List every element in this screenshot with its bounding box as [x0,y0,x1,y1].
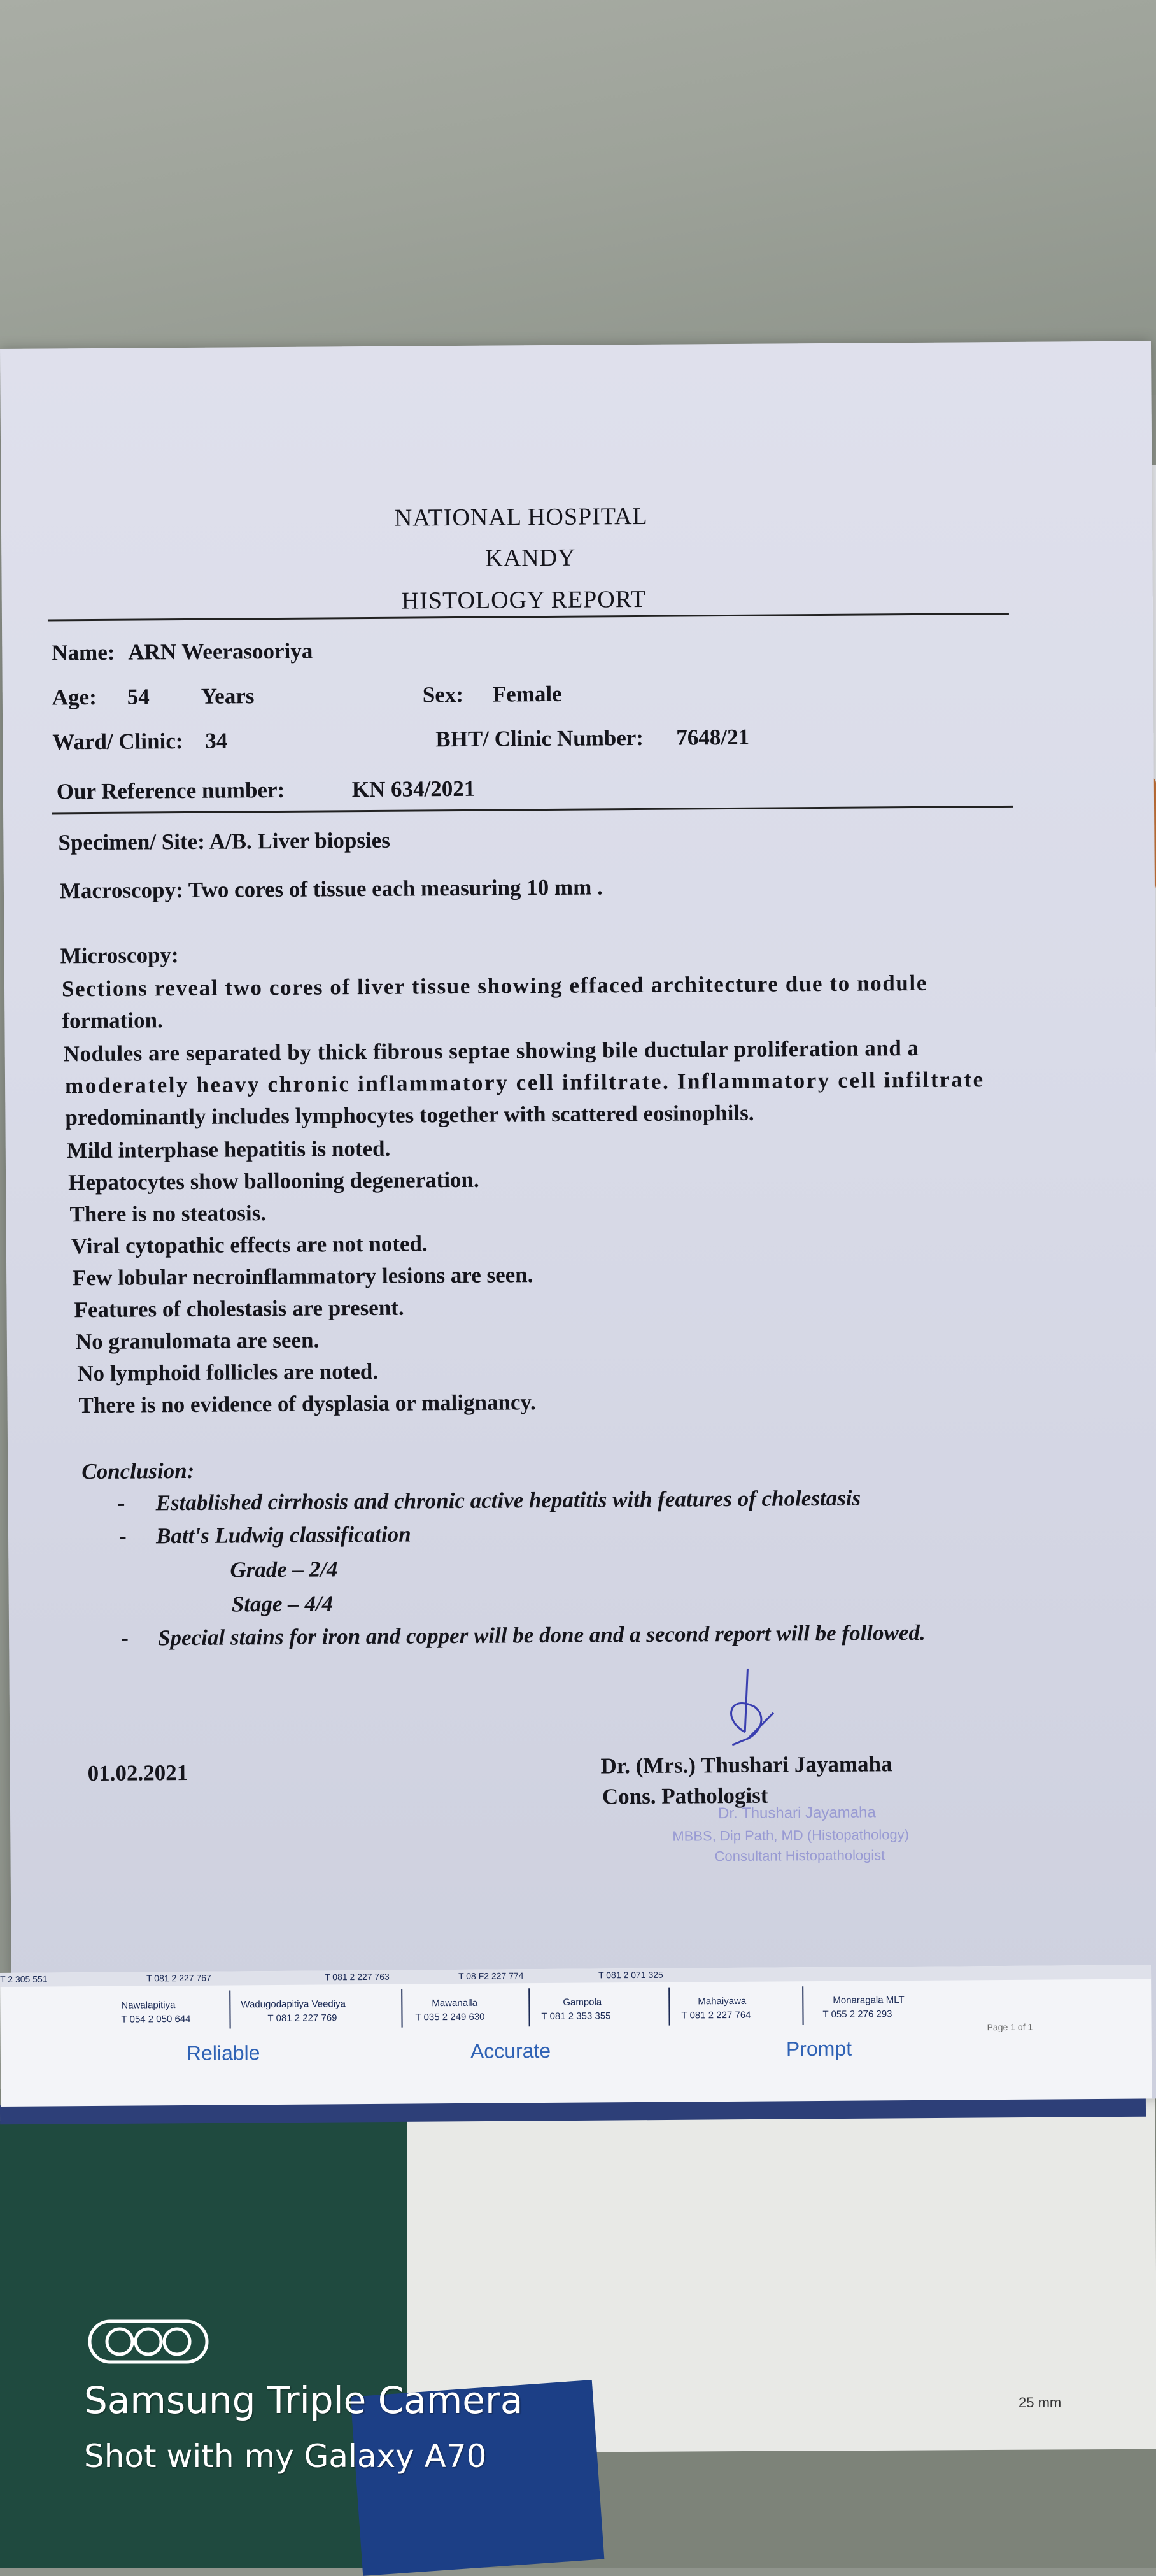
age-unit: Years [201,683,255,709]
microscopy-line: formation. [62,1007,163,1034]
stamp-name: Dr. Thushari Jayamaha [717,1804,876,1823]
stamp-qualification: MBBS, Dip Path, MD (Histopathology) [672,1826,910,1844]
bullet-dash: - [117,1490,125,1516]
microscopy-line: There is no steatosis. [69,1200,267,1227]
stage-value: Stage – 4/4 [231,1591,334,1617]
branch-phone: T 054 2 050 644 [121,2013,191,2025]
slogan-prompt: Prompt [786,2037,852,2061]
ruler-label: 25 mm [1019,2395,1062,2410]
hospital-city: KANDY [485,544,576,572]
sex-label: Sex: [422,681,464,708]
branch-name: Wadugodapitiya Veediya [241,1998,346,2010]
microscopy-line: moderately heavy chronic inflammatory cell infiltrate. Inflammatory cell infiltrate [64,1067,985,1099]
slogan-reliable: Reliable [186,2041,260,2065]
reference-value: KN 634/2021 [351,776,476,802]
microscopy-line: No lymphoid follicles are noted. [77,1358,379,1386]
conclusion-item: Batt's Ludwig classification [155,1521,411,1549]
page-number: Page 1 of 1 [987,2021,1033,2033]
specimen: Specimen/ Site: A/B. Liver biopsies [58,827,391,855]
doctor-name: Dr. (Mrs.) Thushari Jayamaha [600,1751,892,1779]
footer-phone: T 081 2 227 767 [146,1972,211,1984]
footer-phone: T 081 2 227 763 [325,1971,390,1982]
age-label: Age: [52,684,97,710]
microscopy-line: Few lobular necroinflammatory lesions are seen. [73,1262,533,1291]
stamp-role: Consultant Histopathologist [714,1847,885,1865]
hospital-name: NATIONAL HOSPITAL [394,502,648,532]
branch-phone: T 081 2 353 355 [541,2010,611,2023]
ward-value: 34 [205,728,228,753]
branch-name: Gampola [563,1996,602,2008]
microscopy-line: There is no evidence of dysplasia or malignancy. [78,1390,536,1418]
reference-rule [52,806,1013,815]
conclusion-item: Established cirrhosis and chronic active hepatitis with features of cholestasis [155,1485,861,1516]
microscopy-line: Mild interphase hepatitis is noted. [66,1135,391,1163]
conclusion-heading: Conclusion: [81,1458,195,1484]
microscopy-line: Hepatocytes show ballooning degeneration. [68,1167,479,1195]
camera-watermark-title: Samsung Triple Camera [84,2379,523,2422]
patient-name: ARN Weerasooriya [128,638,313,665]
bullet-dash: - [118,1523,127,1549]
microscopy-line: Sections reveal two cores of liver tissue showing effaced architecture due to nodule [61,970,928,1002]
doctor-title: Cons. Pathologist [602,1783,768,1809]
footer-separator [802,1986,803,2025]
branch-name: Mawanalla [432,1997,478,2009]
report-date: 01.02.2021 [87,1760,188,1786]
branch-name: Nawalapitiya [121,2000,176,2011]
letterhead-footer [0,1965,1152,2107]
background-surface [0,0,1156,395]
conclusion-item: Special stains for iron and copper will be done and a second report will be followed. [157,1619,926,1651]
microscopy-line: Nodules are separated by thick fibrous septae showing bile ductular proliferation and a [63,1035,919,1067]
branch-name: Monaragala MLT [833,1995,905,2006]
branch-phone: T 081 2 227 764 [681,2009,751,2021]
camera-watermark-subtitle: Shot with my Galaxy A70 [84,2438,487,2475]
camera-lens-icon [88,2319,209,2364]
footer-separator [401,1989,402,2028]
signature-mark [709,1669,780,1752]
branch-name: Mahaiyawa [698,1995,747,2007]
histology-report-page [0,341,1156,2107]
sex-value: Female [492,681,562,707]
footer-separator [229,1990,230,2028]
branch-phone: T 055 2 276 293 [822,2009,892,2020]
reference-label: Our Reference number: [56,777,285,804]
footer-separator [668,1988,670,2026]
bullet-dash: - [121,1625,129,1651]
grade-value: Grade – 2/4 [230,1556,338,1583]
microscopy-line: Features of cholestasis are present. [74,1295,404,1323]
footer-phone: T 081 2 071 325 [598,1969,663,1981]
slogan-accurate: Accurate [470,2039,551,2063]
footer-phone: T 08 F2 227 774 [458,1970,524,1981]
branch-phone: T 081 2 227 769 [267,2012,337,2025]
footer-separator [528,1988,530,2026]
age-value: 54 [127,684,150,709]
macroscopy: Macroscopy: Two cores of tissue each measuring 10 mm . [59,874,603,904]
microscopy-heading: Microscopy: [60,943,179,969]
branch-phone: T 035 2 249 630 [415,2011,485,2023]
bht-label: BHT/ Clinic Number: [435,725,644,752]
bht-value: 7648/21 [676,724,750,750]
ward-label: Ward/ Clinic: [52,729,183,755]
microscopy-line: Viral cytopathic effects are not noted. [71,1231,428,1259]
report-title: HISTOLOGY REPORT [401,585,647,615]
name-label: Name: [52,639,115,665]
microscopy-line: predominantly includes lymphocytes together with scattered eosinophils. [65,1100,754,1130]
microscopy-line: No granulomata are seen. [75,1327,320,1355]
footer-phone: T 2 305 551 [0,1974,48,1984]
